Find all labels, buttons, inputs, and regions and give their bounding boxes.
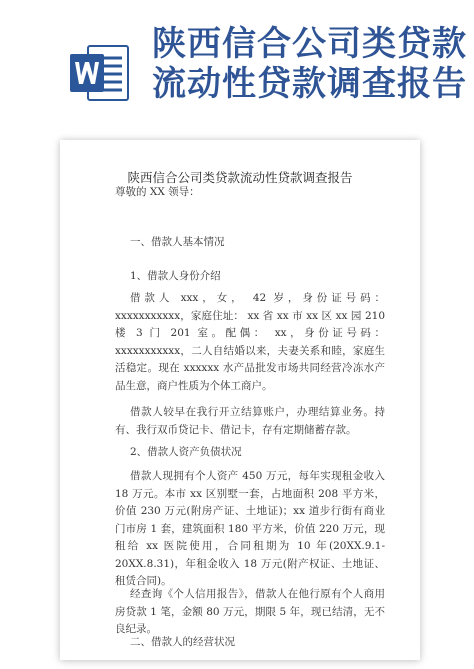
section-heading-1: 一、借款人基本情况 (130, 236, 225, 248)
paragraph-4: 经查询《个人信用报告》，借款人在他行原有个人商用房贷款 1 笔，金额 80 万元，期限 5 年，现已结清，无不良纪录。 (115, 588, 385, 635)
paragraph-2: 借款人较早在我行开立结算账户，办理结算业务。持有、我行双币贷记卡、借记卡，存有定期储蓄存款。 (115, 406, 385, 436)
word-document-icon (68, 42, 130, 104)
document-title: 陕西信合公司类贷款流动性贷款调查报告 (127, 170, 353, 185)
document-page (60, 140, 420, 660)
banner-title: 陕西信合公司类贷款流动性贷款调查报告 (152, 24, 467, 104)
banner (0, 0, 474, 128)
paragraph-3: 借款人现拥有个人资产 450 万元，每年实现租金收入 18 万元。本市 xx 区别墅一套，占地面积 208 平方米，价值 230 万元(附房产证、土地证)；xx 道步行街有商业门市房 1 套，建筑面积 180 平方米，价值 220 万元，现租给 xx 医院使用，合同租期为 10 年(20XX.9.1-20XX.8.31)，年租金收入 18 万元(附产权证、土地证、租赁合同)。 (115, 470, 385, 587)
section-heading-2: 二、借款人的经营状况 (130, 636, 235, 648)
paragraph-1: 借款人 xxx，女， 42 岁，身份证号码： xxxxxxxxxxx，家庭住址： xx 省 xx 市 xx 区 xx 园 210 楼 3 门 201 室。配偶： xx，身份证号码： xxxxxxxxxxx，二人自结婚以来，夫妻关系和睦，家庭生活稳定。现在 xxxxxx 水产品批发市场共同经营冷冻水产品生意，商户性质为个体工商户。 (115, 292, 385, 392)
subsection-heading-1: 1、借款人身份介绍 (130, 270, 221, 282)
greeting: 尊敬的 XX 领导： (115, 186, 200, 198)
subsection-heading-2: 2、借款人资产负债状况 (130, 446, 242, 458)
